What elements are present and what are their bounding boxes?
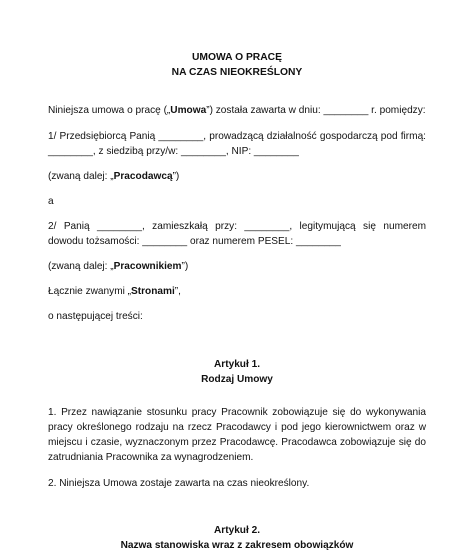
following-text: o następującej treści:	[48, 311, 143, 322]
document-title-line1: UMOWA O PRACĘ	[191, 52, 282, 63]
article1-paragraph1: 1. Przez nawiązanie stosunku pracy Pracownik zobowiązuje się do wykonywania pracy określonego rodzaju na rzecz Pracodawcy i pod jego kierownictwem oraz w miejscu i czasie, wyznaczonym przez Pracodawcę. Pracodawca zobowiązuje się do zatrudniania Pracownika za wynagrodzeniem.	[48, 407, 426, 463]
employer-text-c: ”)	[172, 171, 180, 182]
party2-paragraph: 2/ Panią ________, zamieszkałą przy: ________, legitymującą się numerem dowodu tożsamości: ________ oraz numerem PESEL: ________	[48, 221, 426, 247]
intro-paragraph	[48, 103, 426, 118]
parties-text-c: ”,	[174, 286, 181, 297]
party1-paragraph: 1/ Przedsiębiorcą Panią ________, prowadzącą działalność gospodarczą pod firmą: ________, z siedzibą przy/w: ________, NIP: ________	[48, 131, 426, 157]
article2-number: Artykuł 2.	[214, 525, 260, 536]
employee-text-a: (zwaną dalej: „	[48, 261, 114, 272]
employee-definition	[48, 259, 426, 274]
document-title-line2: NA CZAS NIEOKREŚLONY	[171, 67, 303, 78]
employer-defined-term: Pracodawcą	[113, 171, 173, 182]
employee-defined-term: Pracownikiem	[113, 261, 182, 272]
parties-defined-term: Stronami	[131, 286, 175, 297]
article1-paragraph2: 2. Niniejsza Umowa zostaje zawarta na czas nieokreślony.	[48, 478, 310, 489]
article1-number: Artykuł 1.	[214, 359, 260, 370]
intro-text-a: Niniejsza umowa o pracę („	[48, 105, 171, 116]
employee-text-c: ”)	[181, 261, 189, 272]
parties-definition	[48, 284, 426, 299]
conjunction-and: a	[48, 196, 54, 207]
employer-definition	[48, 169, 426, 184]
article2-title: Nazwa stanowiska wraz z zakresem obowiązków	[120, 540, 354, 551]
intro-text-c: ”) została zawarta w dniu: ________ r. pomiędzy:	[206, 105, 426, 116]
employer-text-a: (zwaną dalej: „	[48, 171, 114, 182]
intro-defined-term: Umowa	[170, 105, 207, 116]
article1-title: Rodzaj Umowy	[201, 374, 273, 385]
parties-text-a: Łącznie zwanymi „	[48, 286, 132, 297]
